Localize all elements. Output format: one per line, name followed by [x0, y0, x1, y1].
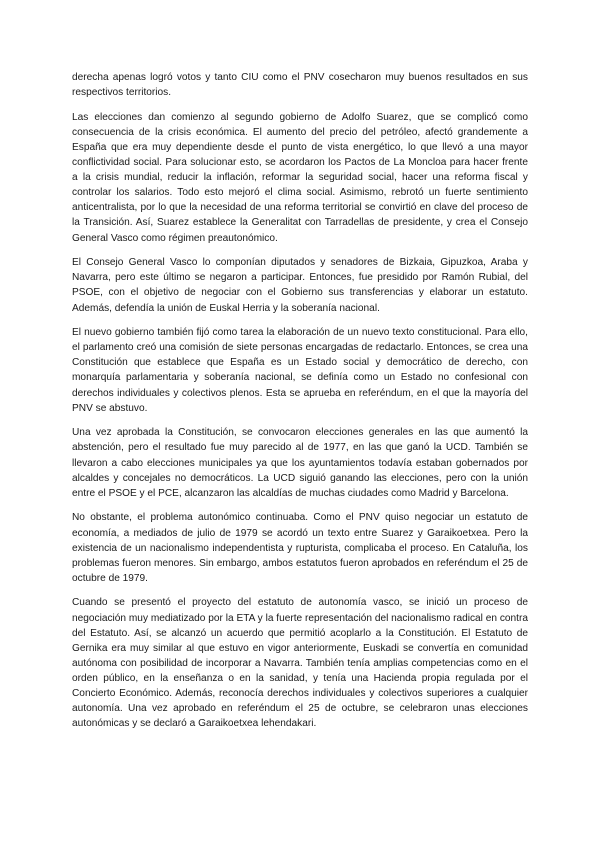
paragraph-6: No obstante, el problema autonómico continuaba. Como el PNV quiso negociar un estatuto de economía, a mediados de julio de 1979 se acordó un texto entre Suarez y Garaikoetxea. Pero la existencia de un nacionalismo independentista y rupturista, complicaba el proceso. En Cataluña, los problemas fueron menores. Sin embargo, ambos estatutos fueron aprobados en referéndum el 25 de octubre de 1979. — [72, 512, 528, 584]
paragraph-4: El nuevo gobierno también fijó como tarea la elaboración de un nuevo texto constitucional. Para ello, el parlamento creó una comisión de siete personas encargadas de redactarlo. Entonces, se crea una Constitución que establece que España es un Estado social y democrático de derecho, con monarquía parlamentaria y soberanía nacional, se definía como un Estado no confesional con derechos individuales y colectivos plenos. Esta se aprueba en referéndum, en el que la mayoría del PNV se abstuvo. — [72, 327, 528, 414]
paragraph-5: Una vez aprobada la Constitución, se convocaron elecciones generales en las que aumentó la abstención, pero el resultado fue muy parecido al de 1977, en las que ganó la UCD. También se llevaron a cabo elecciones municipales ya que los ayuntamientos todavía estaban gobernados por alcaldes y concejales no democráticos. La UCD siguió ganando las elecciones, pero con la unión entre el PSOE y el PCE, alcanzaron las alcaldías de muchas ciudades como Madrid y Barcelona. — [72, 427, 528, 499]
paragraph-2: Las elecciones dan comienzo al segundo gobierno de Adolfo Suarez, que se complicó como consecuencia de la crisis económica. El aumento del precio del petróleo, afectó grandemente a España que era muy dependiente desde el punto de vista energético, lo que llevó a una mayor conflictividad social. Para solucionar esto, se acordaron los Pactos de La Moncloa para hacer frente a la crisis mundial, reducir la inflación, reformar la seguridad social, hacer una reforma fiscal y controlar los salarios. Todo esto mejoró el clima social. Asimismo, rebrotó un fuerte sentimiento anticentralista, por lo que la necesidad de una reforma territorial se convirtió en clave del proceso de la Transición. Así, Suarez establece la Generalitat con Tarradellas de presidente, y crea el Consejo General Vasco como régimen preautonómico. — [72, 111, 528, 244]
paragraph-1: derecha apenas logró votos y tanto CIU como el PNV cosecharon muy buenos resultados en sus respectivos territorios. — [72, 72, 528, 99]
document-page — [72, 70, 528, 741]
paragraph-7: Cuando se presentó el proyecto del estatuto de autonomía vasco, se inició un proceso de negociación muy mediatizado por la ETA y la fuerte representación del nacionalismo radical en contra del Estatuto. Así, se alcanzó un acuerdo que permitió acoplarlo a la Constitución. El Estatuto de Gernika era muy similar al que estuvo en vigor anteriormente, Euskadi se convertía en comunidad autónoma con posibilidad de incorporar a Navarra. También tenía amplias competencias como en el orden público, en la enseñanza o en la sanidad, y tenía una Hacienda propia regulada por el Concierto Económico. Además, reconocía derechos individuales y colectivos superiores a cualquier autonomía. Una vez aprobado en referéndum el 25 de octubre, se celebraron unas elecciones autonómicas y se declaró a Garaikoetxea lehendakari. — [72, 597, 528, 730]
paragraph-3: El Consejo General Vasco lo componían diputados y senadores de Bizkaia, Gipuzkoa, Araba y Navarra, pero este último se negaron a participar. Entonces, fue presidido por Ramón Rubial, del PSOE, con el objetivo de negociar con el Gobierno sus transferencias y elaborar un estatuto. Además, defendía la unión de Euskal Herria y la soberanía nacional. — [72, 257, 528, 314]
